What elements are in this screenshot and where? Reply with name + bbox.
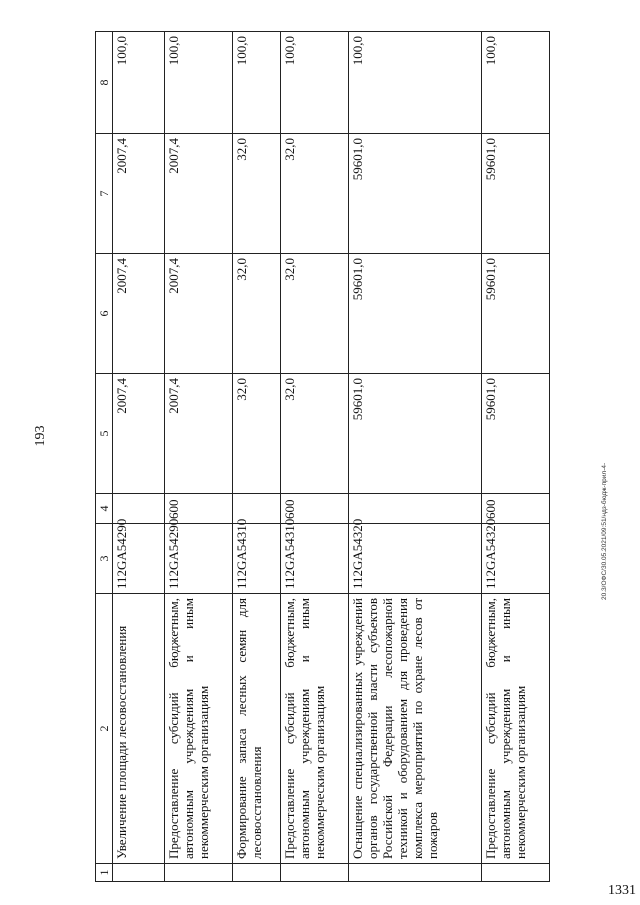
cell-code: 112GA54290 [165,524,233,594]
cell-code: 112GA54290 [113,524,165,594]
cell-code: 112GA54310 [233,524,281,594]
cell-name: Предоставление субсидий бюджетным, автономным учреждениям и иным некоммерческим организациям [482,594,550,864]
cell-code: 112GA54320 [349,524,482,594]
cell-value-7: 2007,4 [165,134,233,254]
col-header-7: 7 [96,134,113,254]
cell-value-8: 100,0 [233,32,281,134]
cell-code: 112GA54310 [281,524,349,594]
col-header-6: 6 [96,254,113,374]
table-row [165,32,233,882]
cell-value-8: 100,0 [281,32,349,134]
cell-value-6: 59601,0 [482,254,550,374]
cell-value-7: 59601,0 [482,134,550,254]
cell-index [281,864,349,882]
header-row [96,32,113,882]
cell-value-5: 2007,4 [165,374,233,494]
cell-type: 600 [165,494,233,524]
cell-value-6: 59601,0 [349,254,482,374]
cell-name: Предоставление субсидий бюджетным, автономным учреждениям и иным некоммерческим организациям [281,594,349,864]
cell-value-7: 32,0 [281,134,349,254]
table-row [281,32,349,882]
cell-index [233,864,281,882]
cell-value-8: 100,0 [349,32,482,134]
cell-code: 112GA54320 [482,524,550,594]
cell-value-5: 59601,0 [482,374,550,494]
budget-table [95,31,550,882]
cell-value-6: 32,0 [233,254,281,374]
cell-value-8: 100,0 [482,32,550,134]
col-header-2: 2 [96,594,113,864]
corner-page-number: 1331 [608,883,636,898]
table-row [349,32,482,882]
cell-value-5: 59601,0 [349,374,482,494]
cell-value-7: 32,0 [233,134,281,254]
col-header-8: 8 [96,32,113,134]
cell-value-6: 32,0 [281,254,349,374]
cell-value-5: 32,0 [233,374,281,494]
col-header-1: 1 [96,864,113,882]
cell-value-5: 32,0 [281,374,349,494]
cell-name: Оснащение специализированных учреждений органов государственной власти субъектов Российской Федерации лесопожарной техникой и оборудованием для проведения комплекса мероприятий по охране лесов от пожаров [349,594,482,864]
cell-name: Предоставление субсидий бюджетным, автономным учреждениям и иным некоммерческим организациям [165,594,233,864]
cell-value-8: 100,0 [165,32,233,134]
cell-value-7: 2007,4 [113,134,165,254]
page-number: 193 [33,425,48,447]
cell-value-7: 59601,0 [349,134,482,254]
cell-index [482,864,550,882]
rotated-table-region [95,32,550,882]
cell-type: 600 [482,494,550,524]
cell-name: Формирование запаса лесных семян для лесовосстановления [233,594,281,864]
footer-stamp: 20.3/OФС/30.05.2021/09:51/ндз-бюдж-прил-4- [601,462,608,600]
cell-value-5: 2007,4 [113,374,165,494]
cell-type: 600 [281,494,349,524]
table-row [482,32,550,882]
cell-index [349,864,482,882]
cell-index [113,864,165,882]
table-row [233,32,281,882]
col-header-4: 4 [96,494,113,524]
table-row [113,32,165,882]
col-header-5: 5 [96,374,113,494]
cell-value-6: 2007,4 [165,254,233,374]
col-header-3: 3 [96,524,113,594]
cell-name: Увеличение площади лесовосстановления [113,594,165,864]
cell-index [165,864,233,882]
cell-value-6: 2007,4 [113,254,165,374]
cell-value-8: 100,0 [113,32,165,134]
cell-type [349,494,482,524]
